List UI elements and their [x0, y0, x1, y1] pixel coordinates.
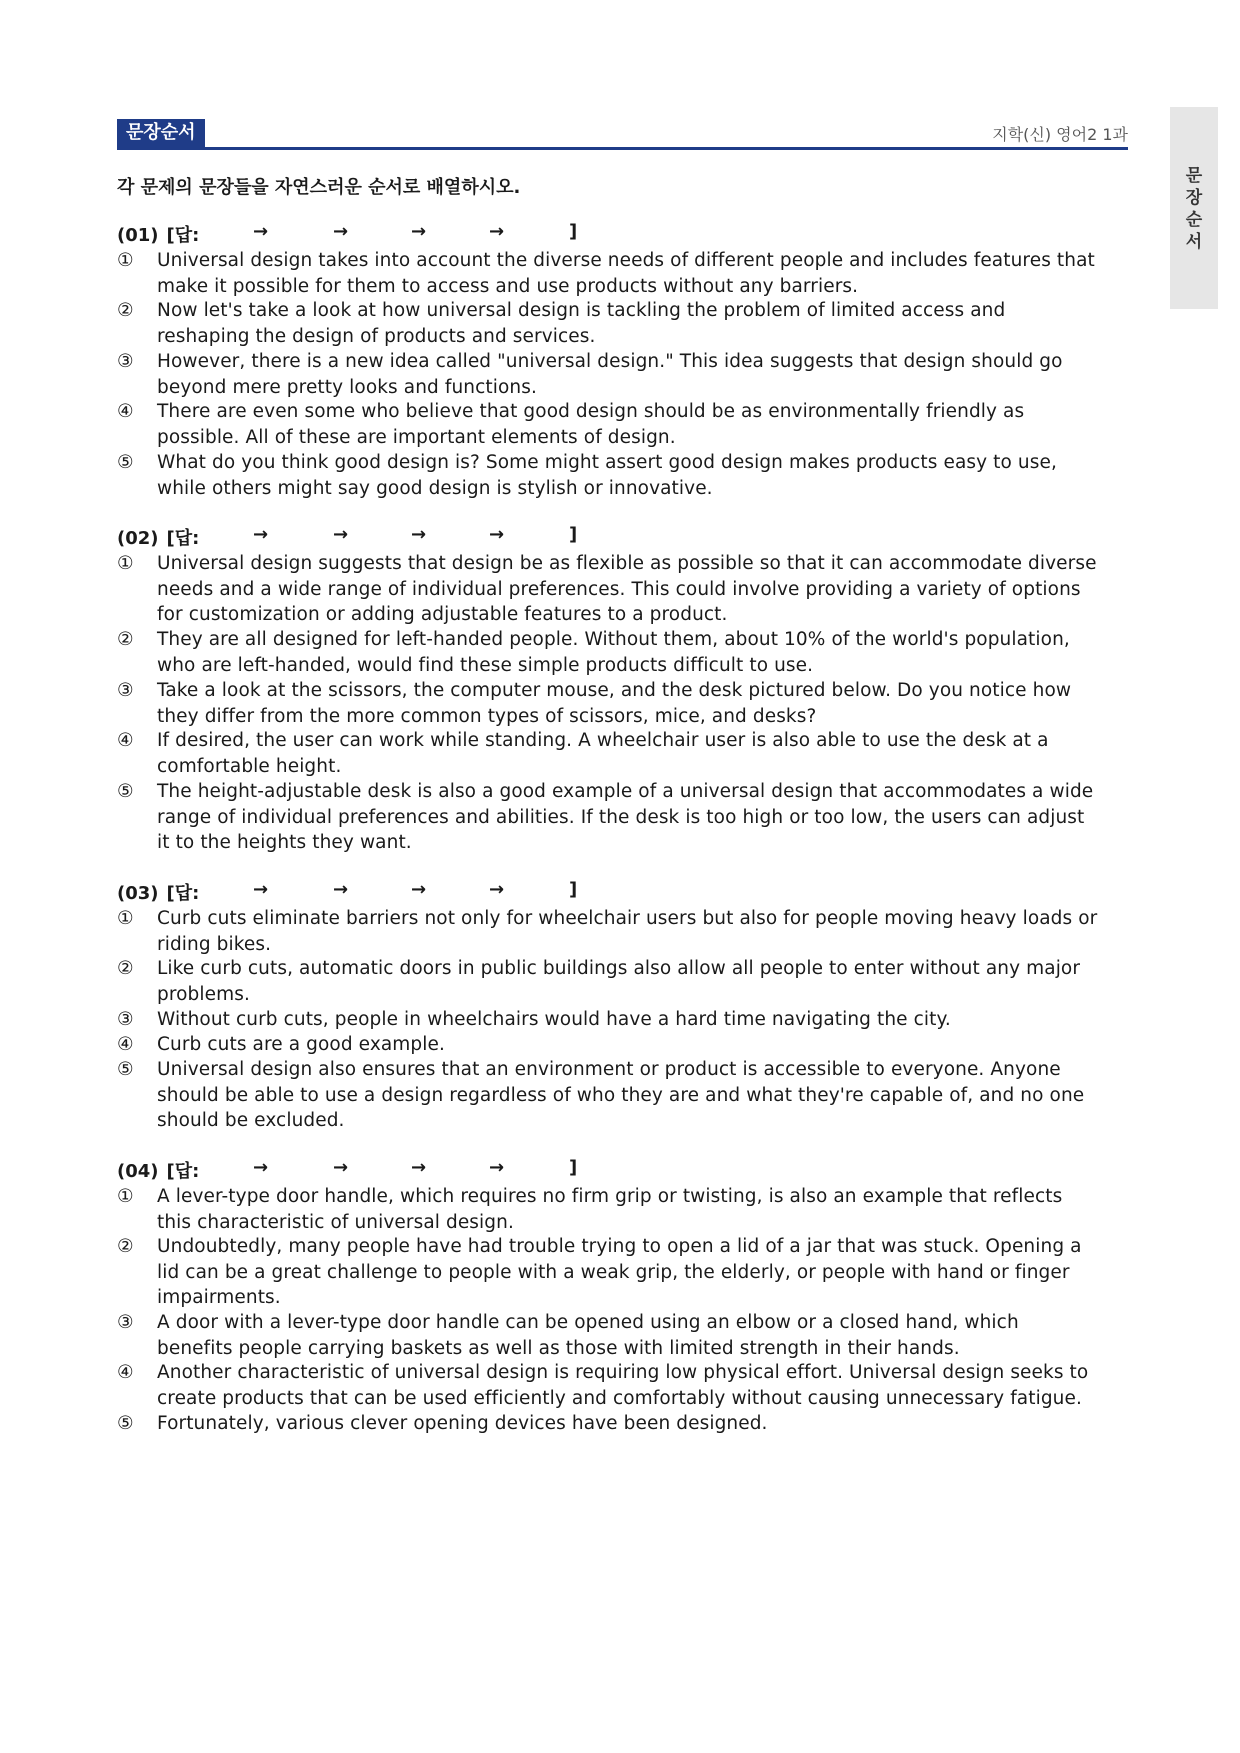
item-text-line: beyond mere pretty looks and functions. [157, 376, 537, 398]
item-text [157, 1007, 1162, 1033]
item-text-line: Universal design suggests that design be as flexible as possible so that it can accommodate diverse [157, 553, 1097, 574]
answer-suffix: ] [569, 524, 578, 545]
item-text-line: Now let's take a look at how universal design is tackling the problem of limited access and [157, 300, 1006, 321]
sentence-item [117, 248, 1117, 299]
sentence-item [117, 906, 1117, 957]
sentence-item [117, 298, 1117, 349]
item-text [157, 399, 1162, 450]
answer-prefix: [답: [166, 1161, 200, 1182]
arrow-icon: → [333, 879, 349, 900]
sentence-item [117, 1057, 1117, 1134]
item-text-line: benefits people carrying baskets as well as those with limited strength in their hands. [157, 1337, 960, 1359]
item-number: ⑤ [117, 1059, 134, 1080]
arrow-icon: → [253, 1157, 269, 1178]
item-number: ③ [117, 1009, 134, 1030]
item-text-line: Another characteristic of universal design is requiring low physical effort. Universal design seeks to [157, 1362, 1089, 1383]
item-text [157, 678, 1162, 729]
arrow-icon: → [333, 1157, 349, 1178]
item-text-line: comfortable height. [157, 755, 342, 777]
item-text-line: it to the heights they want. [157, 832, 412, 853]
item-number: ② [117, 300, 134, 321]
arrow-icon: → [333, 221, 349, 242]
side-tab [1170, 107, 1218, 309]
item-text-line: impairments. [157, 1287, 281, 1308]
question-header [117, 221, 578, 247]
answer-prefix: [답: [166, 528, 200, 549]
item-number: ② [117, 1236, 134, 1257]
item-number: ② [117, 629, 134, 650]
item-text-line: they differ from the more common types of scissors, mice, and desks? [157, 705, 817, 727]
item-text [157, 906, 1162, 957]
item-text [157, 627, 1162, 678]
arrow-icon: → [253, 524, 269, 545]
arrow-icon: → [411, 879, 427, 900]
item-number: ④ [117, 1362, 134, 1383]
item-number: ④ [117, 1034, 134, 1055]
item-text-line: Curb cuts eliminate barriers not only for wheelchair users but also for people moving heavy loads or [157, 908, 1098, 929]
item-text [157, 1411, 1162, 1437]
arrow-icon: → [333, 524, 349, 545]
item-text-line: who are left-handed, would find these simple products difficult to use. [157, 654, 814, 676]
question-number: (02) [117, 528, 159, 549]
item-text [157, 1184, 1162, 1235]
item-text-line: range of individual preferences and abilities. If the desk is too high or too low, the users can adjust [157, 806, 1085, 828]
item-text-line: Take a look at the scissors, the computer mouse, and the desk pictured below. Do you notice how [157, 680, 1072, 701]
item-text-line: Like curb cuts, automatic doors in public buildings also allow all people to enter without any major [157, 958, 1081, 979]
item-number: ③ [117, 680, 134, 701]
item-number: ① [117, 553, 134, 574]
arrow-icon: → [411, 221, 427, 242]
item-number: ① [117, 1186, 134, 1207]
item-text-line: Without curb cuts, people in wheelchairs would have a hard time navigating the city. [157, 1009, 951, 1030]
sentence-item [117, 1184, 1117, 1235]
item-text [157, 551, 1162, 628]
sentence-item [117, 678, 1117, 729]
question-number: (04) [117, 1161, 159, 1182]
item-text-line: Fortunately, various clever opening devices have been designed. [157, 1413, 768, 1434]
item-text [157, 298, 1162, 349]
item-text [157, 1310, 1162, 1361]
arrow-icon: → [489, 221, 505, 242]
arrow-icon: → [489, 879, 505, 900]
item-text-line: Universal design takes into account the diverse needs of different people and includes features that [157, 250, 1095, 271]
sentence-item [117, 1411, 1117, 1437]
arrow-icon: → [411, 524, 427, 545]
instruction: 각 문제의 문장들을 자연스러운 순서로 배열하시오. [117, 177, 521, 198]
answer-prefix: [답: [166, 883, 200, 904]
item-text-line: needs and a wide range of individual preferences. This could involve providing a variety of options [157, 578, 1081, 600]
item-text-line: What do you think good design is? Some might assert good design makes products easy to use, [157, 452, 1057, 473]
sentence-item [117, 349, 1117, 400]
answer-suffix: ] [569, 221, 578, 242]
item-number: ④ [117, 730, 134, 751]
arrow-icon: → [489, 524, 505, 545]
item-text-line: If desired, the user can work while standing. A wheelchair user is also able to use the desk at a [157, 730, 1049, 751]
item-text-line: Curb cuts are a good example. [157, 1034, 445, 1055]
item-text-line: riding bikes. [157, 933, 272, 955]
item-text-line: possible. All of these are important elements of design. [157, 426, 676, 448]
question-header [117, 524, 578, 550]
item-text [157, 956, 1162, 1007]
sentence-item [117, 1007, 1117, 1033]
sentence-item [117, 1234, 1117, 1311]
item-text-line: reshaping the design of products and services. [157, 325, 596, 347]
item-text-line: for customization or adding adjustable features to a product. [157, 604, 728, 625]
item-text [157, 248, 1162, 299]
item-text [157, 450, 1162, 501]
item-text [157, 1360, 1162, 1411]
item-number: ⑤ [117, 1413, 134, 1434]
item-text-line: this characteristic of universal design. [157, 1211, 514, 1233]
sentence-item [117, 627, 1117, 678]
answer-suffix: ] [569, 879, 578, 900]
arrow-icon: → [253, 879, 269, 900]
item-number: ④ [117, 401, 134, 422]
item-text-line: However, there is a new idea called "universal design." This idea suggests that design should go [157, 351, 1063, 372]
sentence-item [117, 728, 1117, 779]
arrow-icon: → [489, 1157, 505, 1178]
item-number: ③ [117, 1312, 134, 1333]
item-text-line: problems. [157, 983, 250, 1005]
page-header [117, 119, 1128, 150]
item-text [157, 1057, 1162, 1134]
sentence-item [117, 551, 1117, 628]
arrow-icon: → [253, 221, 269, 242]
item-text [157, 728, 1162, 779]
sentence-item [117, 1360, 1117, 1411]
item-number: ⑤ [117, 781, 134, 802]
item-text-line: They are all designed for left-handed people. Without them, about 10% of the world's population, [157, 629, 1070, 650]
item-text-line: make it possible for them to access and use products without any barriers. [157, 275, 859, 297]
item-text-line: create products that can be used efficiently and comfortably without causing unnecessary fatigue. [157, 1387, 1082, 1409]
item-text-line: should be excluded. [157, 1110, 345, 1131]
answer-prefix: [답: [166, 225, 200, 246]
item-text-line: lid can be a great challenge to people with a weak grip, the elderly, or people with hand or finger [157, 1261, 1070, 1283]
item-text [157, 1234, 1162, 1311]
subject-label: 지학(신) 영어2 1과 [992, 125, 1128, 144]
sentence-item [117, 450, 1117, 501]
item-text-line: while others might say good design is stylish or innovative. [157, 477, 713, 499]
item-text-line: should be able to use a design regardless of who they are and what they're capable of, and no one [157, 1084, 1085, 1106]
item-number: ① [117, 250, 134, 271]
item-text-line: Undoubtedly, many people have had trouble trying to open a lid of a jar that was stuck. Opening a [157, 1236, 1082, 1257]
item-text [157, 349, 1162, 400]
arrow-icon: → [411, 1157, 427, 1178]
item-number: ② [117, 958, 134, 979]
item-text-line: A door with a lever-type door handle can be opened using an elbow or a closed hand, which [157, 1312, 1019, 1333]
sentence-item [117, 1032, 1117, 1058]
item-text-line: A lever-type door handle, which requires no firm grip or twisting, is also an example that reflects [157, 1186, 1063, 1207]
item-text-line: The height-adjustable desk is also a good example of a universal design that accommodates a wide [157, 781, 1094, 802]
item-text [157, 1032, 1162, 1058]
item-number: ③ [117, 351, 134, 372]
question-header [117, 879, 578, 905]
item-text-line: Universal design also ensures that an environment or product is accessible to everyone. Anyone [157, 1059, 1061, 1080]
sentence-item [117, 1310, 1117, 1361]
sentence-item [117, 779, 1117, 856]
sentence-item [117, 399, 1117, 450]
sentence-item [117, 956, 1117, 1007]
item-text-line: There are even some who believe that good design should be as environmentally friendly as [157, 401, 1025, 422]
item-number: ① [117, 908, 134, 929]
item-number: ⑤ [117, 452, 134, 473]
question-number: (03) [117, 883, 159, 904]
section-tag: 문장순서 [117, 119, 205, 147]
item-text [157, 779, 1162, 856]
answer-suffix: ] [569, 1157, 578, 1178]
side-tab-label: 문장순서 [1185, 166, 1203, 252]
question-number: (01) [117, 225, 159, 246]
question-header [117, 1157, 578, 1183]
